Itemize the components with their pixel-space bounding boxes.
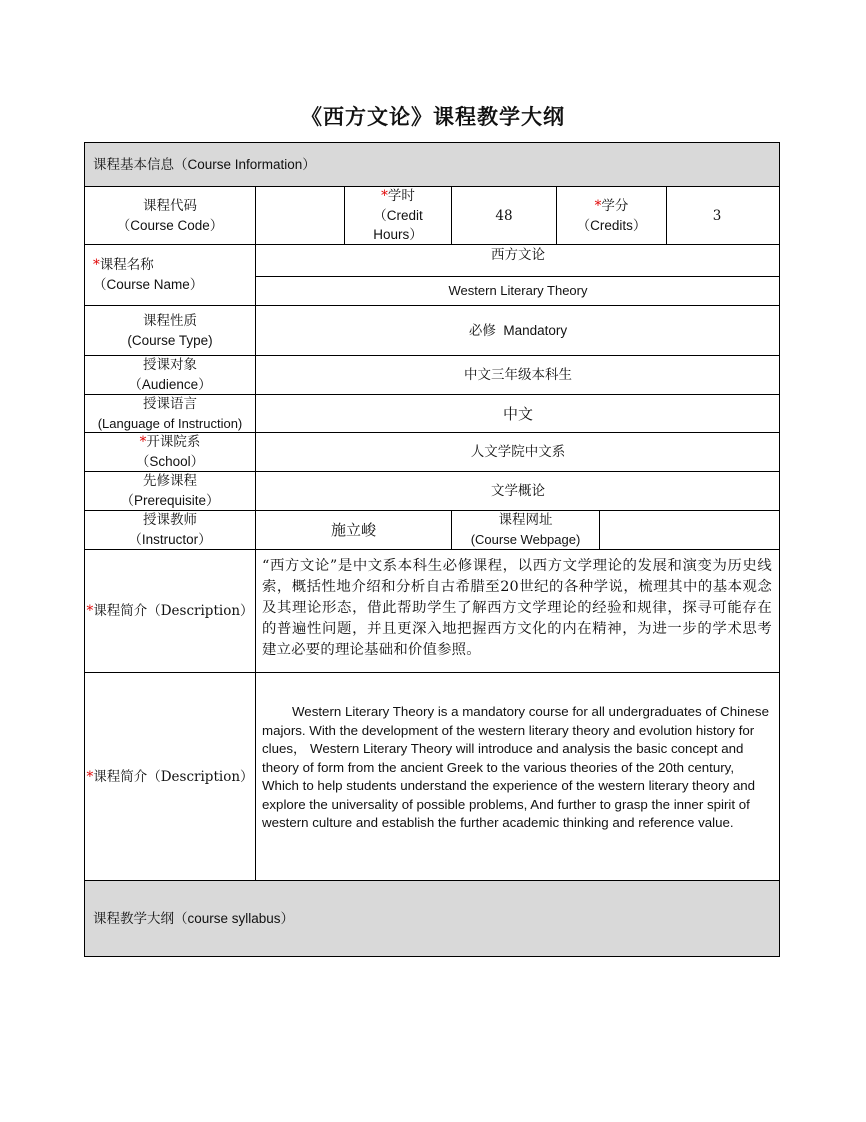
course-info-heading [93, 143, 693, 186]
audience-label [85, 356, 255, 394]
course-name-en-text: Western Literary Theory [448, 283, 588, 298]
description-en-paragraph: Western Literary Theory is a mandatory course for all undergraduates of Chinese majors. With the development of the western literary theory and evolution history for clues， Western Literary Theory will introduce and analysis the basic concept and theory of form from the ancient Greek to the various theories of the 20th century, Which to help students understand the experience of the western literary theory and explore the universality of possible problems, And further to grasp the inner spirit of western culture and establish the further academic thinking and reference value. [262, 704, 769, 830]
course-code-label-en: （Course Code） [116, 217, 224, 233]
description-cn-label [85, 550, 255, 672]
prerequisite-value-text: 文学概论 [491, 483, 545, 499]
credit-hours-label-cn: 学时 [387, 187, 415, 204]
course-type-label-en: (Course Type) [127, 332, 213, 348]
credit-hours-label-en2: Hours） [373, 226, 423, 242]
document-title: 《西方文论》课程教学大纲 [301, 104, 565, 129]
webpage-value [600, 511, 780, 549]
required-mark: * [381, 187, 388, 204]
school-value [256, 433, 780, 471]
course-type-label-cn: 课程性质 [143, 312, 197, 329]
audience-label-cn: 授课对象 [143, 357, 197, 373]
course-name-label [93, 245, 255, 305]
description-en-label [85, 673, 255, 880]
audience-label-en: （Audience） [128, 377, 212, 392]
instructor-label-en: （Instructor） [128, 532, 212, 547]
webpage-label [452, 511, 599, 549]
course-code-label [85, 187, 255, 244]
required-mark: * [594, 197, 602, 214]
webpage-label-cn: 课程网址 [498, 512, 553, 528]
course-type-label [85, 306, 255, 355]
language-value-text: 中文 [502, 404, 533, 423]
required-mark: * [93, 257, 100, 273]
course-name-en-value [256, 277, 780, 305]
instructor-value [256, 511, 451, 549]
school-label-en: （School） [135, 454, 205, 469]
instructor-value-text: 施立峻 [330, 521, 376, 539]
course-type-value [256, 306, 780, 355]
course-name-label-en: （Course Name） [93, 277, 204, 292]
language-value [256, 395, 780, 432]
course-type-value-text: 必修 Mandatory [468, 322, 568, 338]
language-label-en: (Language of Instruction) [97, 415, 243, 431]
course-syllabus-heading [93, 881, 693, 956]
credits-label [557, 187, 666, 244]
language-label [85, 395, 255, 432]
credit-hours-value [452, 187, 556, 244]
prerequisite-value [256, 472, 780, 510]
webpage-label-en: (Course Webpage) [470, 532, 581, 547]
language-label-cn: 授课语言 [143, 395, 197, 412]
credits-label-en: （Credits） [576, 217, 647, 233]
description-en-text [262, 703, 774, 833]
prerequisite-label [85, 472, 255, 510]
description-cn-text: “西方文论”是中文系本科生必修课程，以西方文学理论的发展和演变为历史线索，概括性地介绍和分析自古希腊至20世纪的各种学说，梳理其中的基本观念及其理论形态，借此帮助学生了解西方文学理论的经验和规律，探寻可能存在的普遍性问题，并且更深入地把握西方文化的内在精神，为进一步的学术思考建立必要的理论基础和价值参照。 [262, 558, 772, 658]
required-mark: * [139, 434, 147, 450]
school-label [85, 433, 255, 471]
required-mark: * [86, 768, 94, 785]
instructor-label [85, 511, 255, 549]
audience-value [256, 356, 780, 394]
course-syllabus-heading-text: 课程教学大纲（course syllabus） [93, 910, 295, 926]
course-name-label-cn: 课程名称 [99, 257, 154, 273]
credits-value [667, 187, 767, 244]
school-value-text: 人文学院中文系 [470, 444, 566, 460]
school-label-cn: 开课院系 [146, 434, 201, 450]
instructor-label-cn: 授课教师 [143, 512, 197, 528]
prerequisite-label-cn: 先修课程 [143, 473, 197, 489]
course-code-value [256, 187, 344, 244]
credit-hours-value-text: 48 [495, 207, 513, 224]
course-name-cn-value [256, 244, 780, 266]
credit-hours-label [345, 186, 451, 244]
course-info-heading-text: 课程基本信息（Course Information） [93, 156, 316, 172]
course-name-cn-text: 西方文论 [491, 247, 545, 263]
credits-label-cn: 学分 [601, 197, 629, 214]
credits-value-text: 3 [712, 207, 722, 224]
audience-value-text: 中文三年级本科生 [464, 367, 572, 383]
required-mark: * [86, 603, 94, 619]
credit-hours-label-en1: （Credit [373, 207, 423, 223]
course-code-label-cn: 课程代码 [143, 197, 197, 214]
description-cn-label-text: 课程简介（Description） [93, 603, 254, 619]
prerequisite-label-en: （Prerequisite） [120, 493, 220, 508]
description-en-label-text: 课程简介（Description） [93, 768, 254, 785]
